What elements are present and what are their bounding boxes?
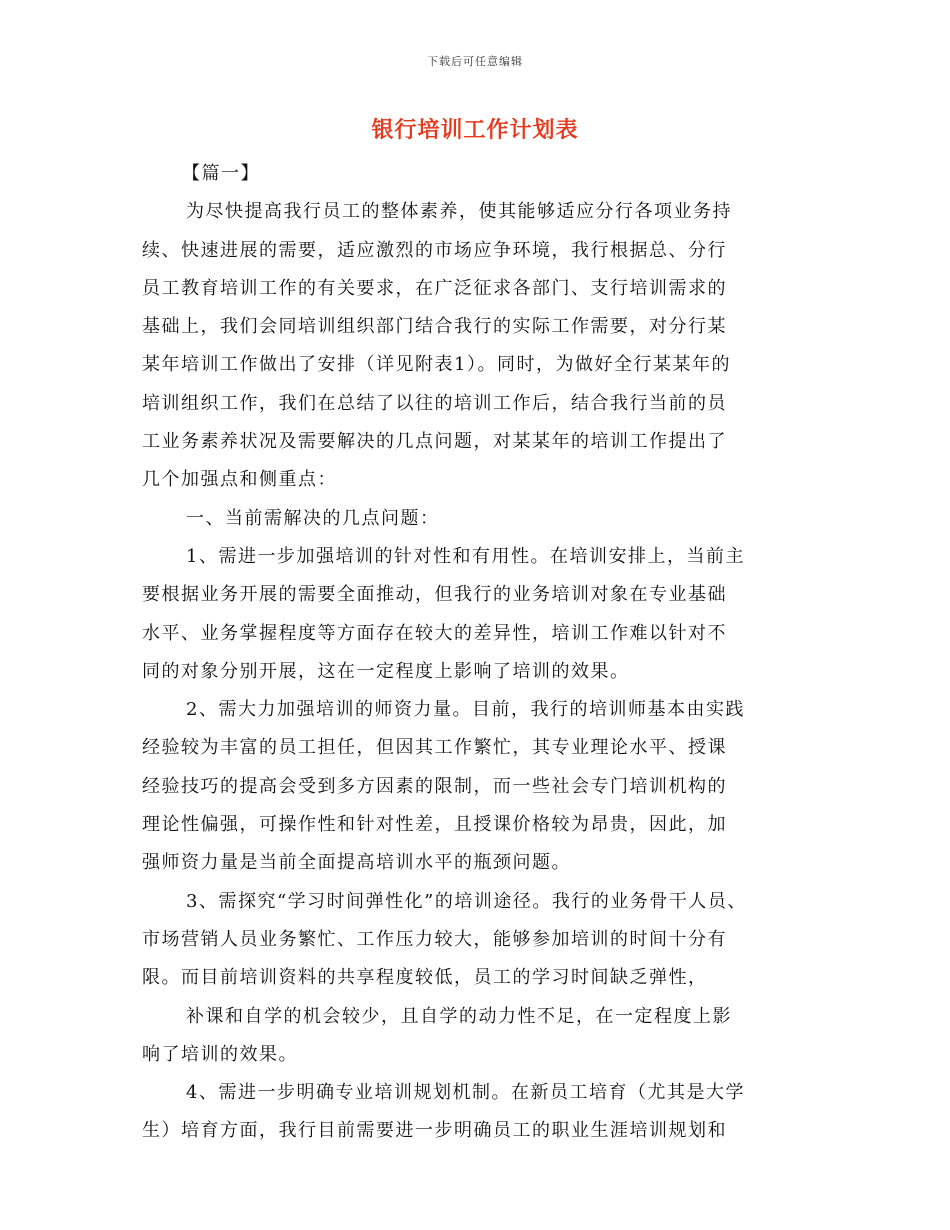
paragraph-line: 水平、业务掌握程度等方面存在较大的差异性，培训工作难以针对不 <box>142 622 727 644</box>
paragraph-line: 4、需进一步明确专业培训规划机制。在新员工培育（尤其是大学 <box>186 1082 745 1104</box>
paragraph-line: 3、需探究“学习时间弹性化”的培训途径。我行的业务骨干人员、 <box>186 890 747 912</box>
paragraph-line: 某年培训工作做出了安排（详见附表1）。同时，为做好全行某某年的 <box>142 354 731 376</box>
paragraph-line: 经验较为丰富的员工担任，但因其工作繁忙，其专业理论水平、授课 <box>142 737 727 759</box>
paragraph-line: 响了培训的效果。 <box>142 1043 298 1065</box>
paragraph-line: 补课和自学的机会较少，且自学的动力性不足，在一定程度上影 <box>186 1005 732 1027</box>
section-heading: 一、当前需解决的几点问题： <box>186 507 440 529</box>
paragraph-line: 理论性偏强，可操作性和针对性差，且授课价格较为昂贵，因此，加 <box>142 814 727 836</box>
paragraph-line: 市场营销人员业务繁忙、工作压力较大，能够参加培训的时间十分有 <box>142 928 727 950</box>
paragraph-line: 1、需进一步加强培训的针对性和有用性。在培训安排上，当前主 <box>186 545 745 567</box>
paragraph-line: 续、快速进展的需要，适应激烈的市场应争环境，我行根据总、分行 <box>142 239 727 261</box>
paragraph-line: 培训组织工作，我们在总结了以往的培训工作后，结合我行当前的员 <box>142 392 727 414</box>
document-title: 银行培训工作计划表 <box>371 117 579 143</box>
paragraph-line: 强师资力量是当前全面提高培训水平的瓶颈问题。 <box>142 852 571 874</box>
section-mark: 【篇一】 <box>182 163 260 184</box>
paragraph-line: 限。而目前培训资料的共享程度较低，员工的学习时间缺乏弹性， <box>142 967 708 989</box>
paragraph-line: 工业务素养状况及需要解决的几点问题，对某某年的培训工作提出了 <box>142 431 727 453</box>
paragraph-line: 几个加强点和侧重点： <box>142 469 337 491</box>
paragraph-line: 2、需大力加强培训的师资力量。目前，我行的培训师基本由实践 <box>186 699 745 721</box>
paragraph-line: 员工教育培训工作的有关要求，在广泛征求各部门、支行培训需求的 <box>142 277 727 299</box>
paragraph-line: 为尽快提高我行员工的整体素养，使其能够适应分行各项业务持 <box>186 201 732 223</box>
header-note: 下载后可任意编辑 <box>427 55 523 68</box>
paragraph-line: 基础上，我们会同培训组织部门结合我行的实际工作需要，对分行某 <box>142 316 727 338</box>
paragraph-line: 生）培育方面，我行目前需要进一步明确员工的职业生涯培训规划和 <box>142 1120 727 1142</box>
paragraph-line: 同的对象分别开展，这在一定程度上影响了培训的效果。 <box>142 660 630 682</box>
paragraph-line: 经验技巧的提高会受到多方因素的限制，而一些社会专门培训机构的 <box>142 775 727 797</box>
document-body <box>142 155 832 1151</box>
paragraph-line: 要根据业务开展的需要全面推动，但我行的业务培训对象在专业基础 <box>142 584 727 606</box>
